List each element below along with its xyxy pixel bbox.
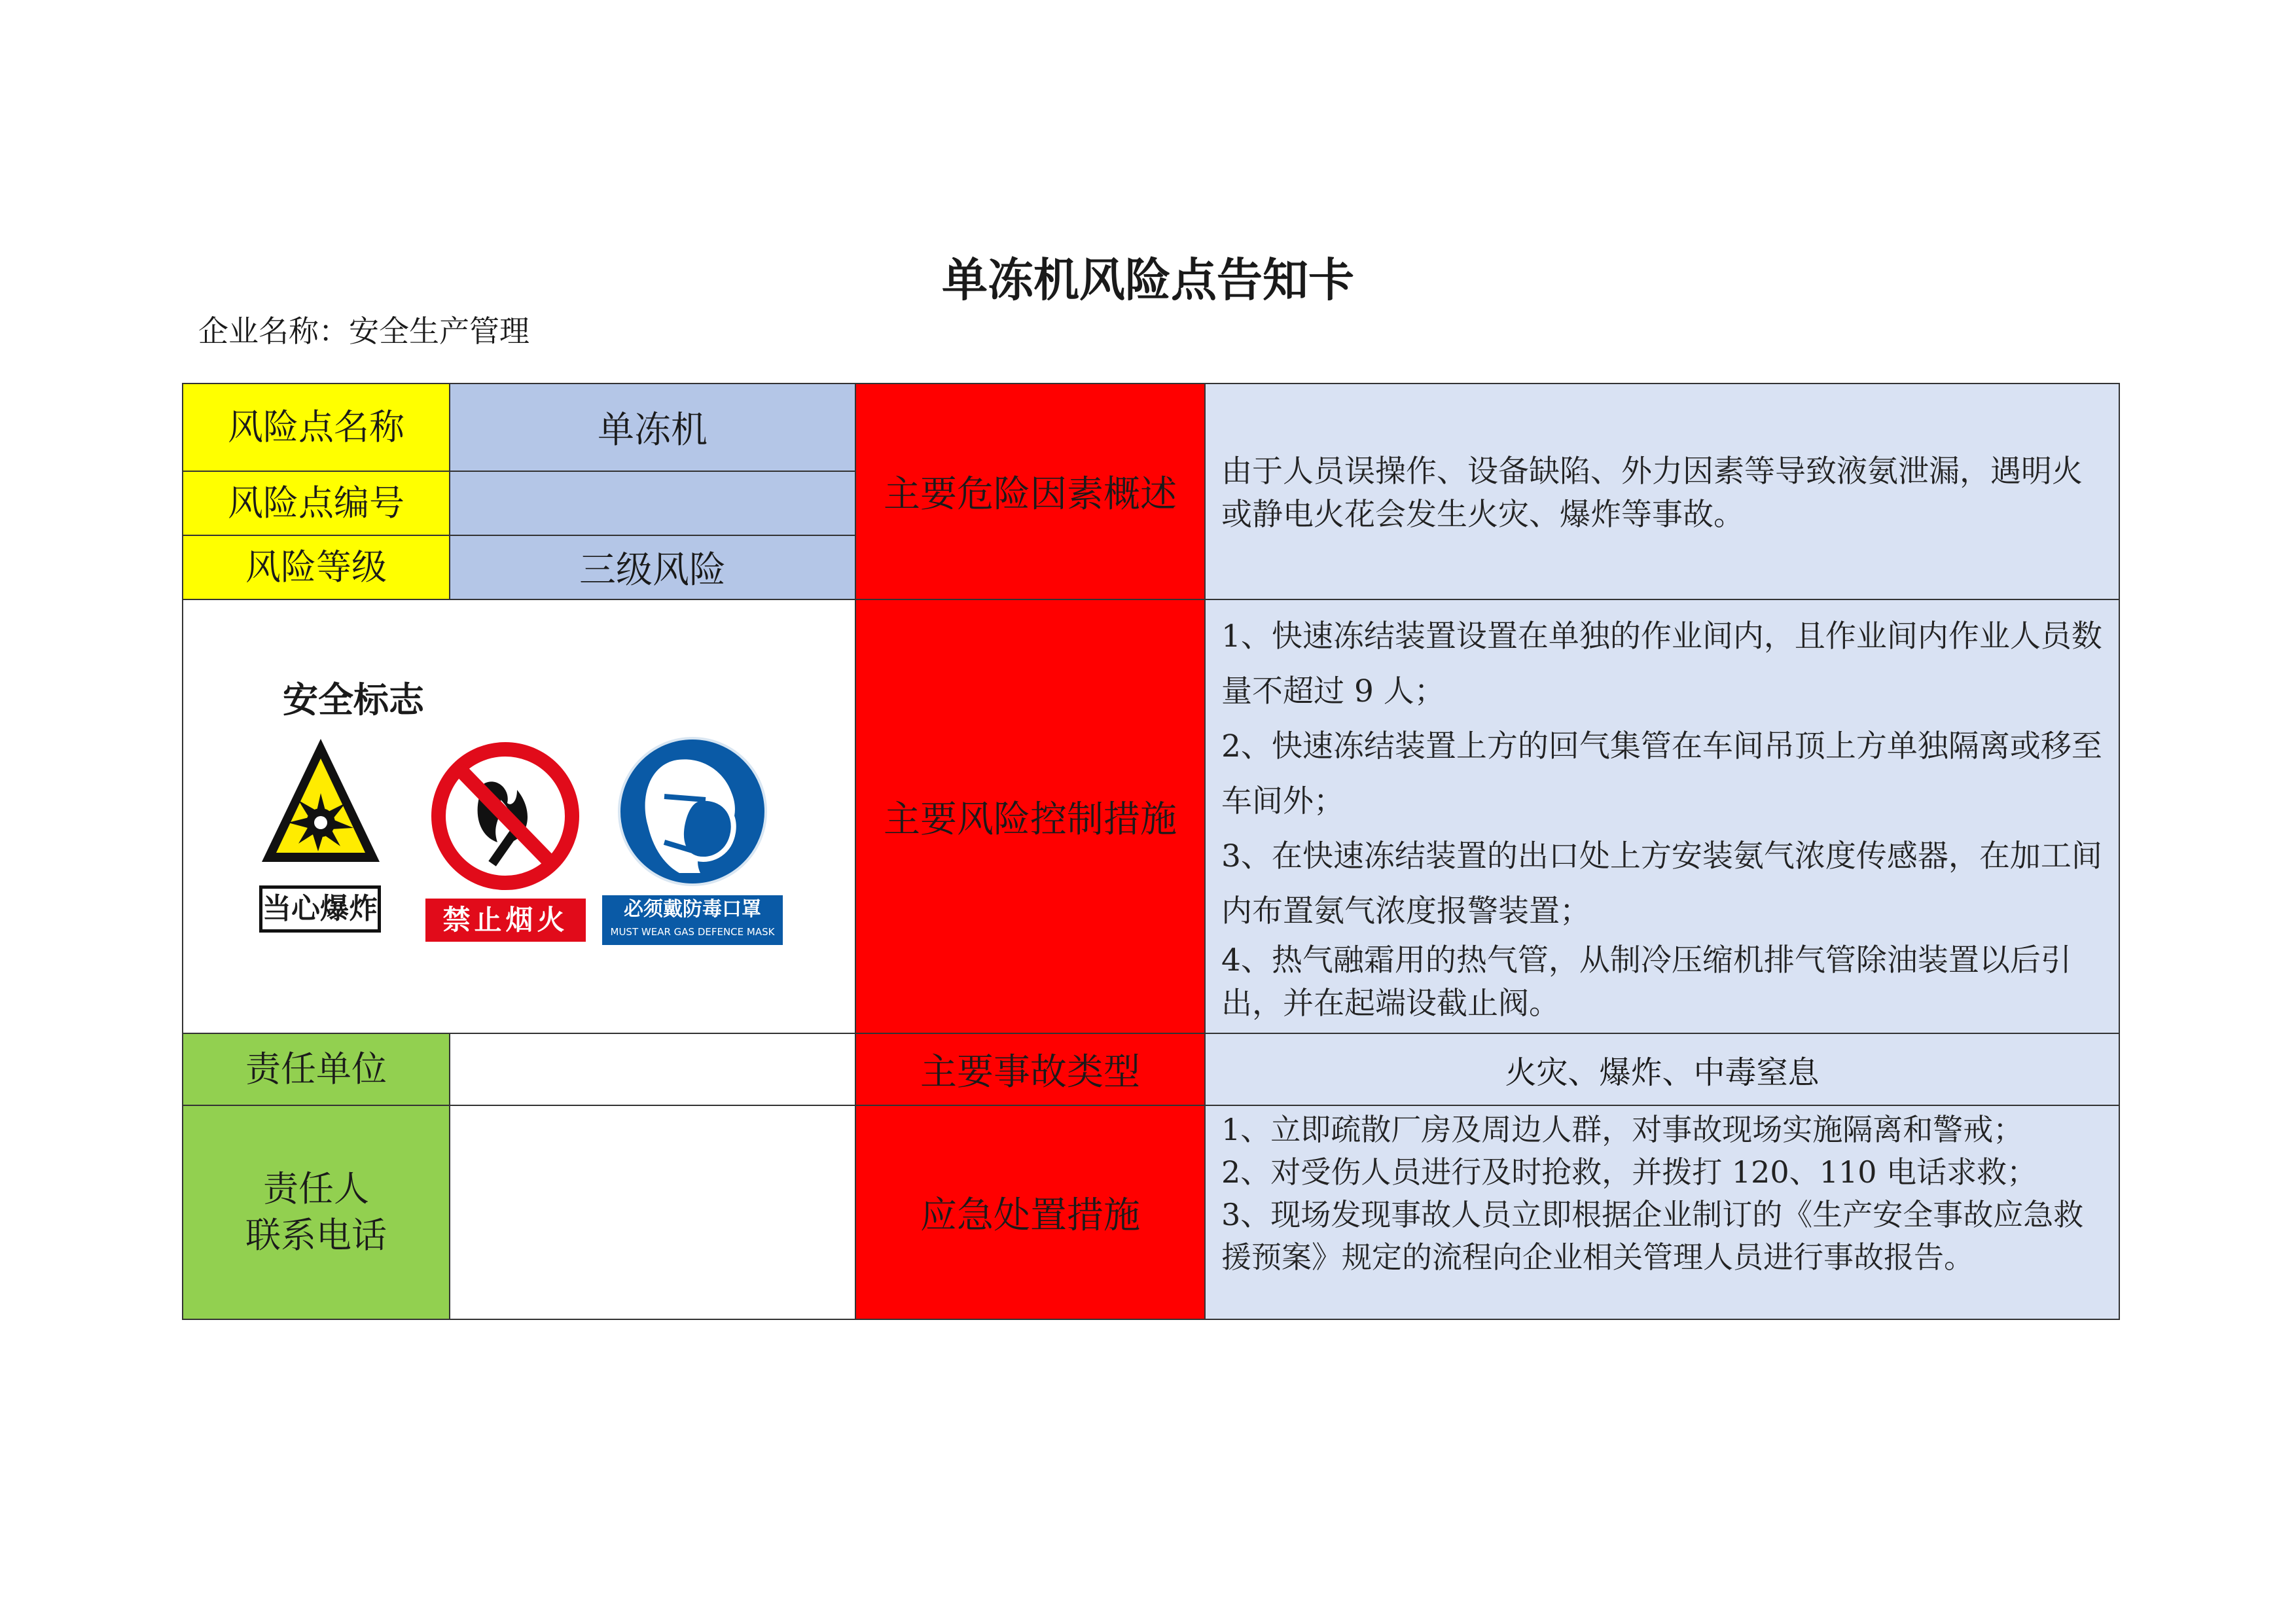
emergency-label: 应急处置措施 [855, 1105, 1206, 1320]
control-item-2: 2、快速冻结装置上方的回气集管在车间吊顶上方单独隔离或移至车间外； [1221, 728, 2102, 819]
gas-mask-icon [602, 734, 783, 891]
company-name: 企业名称：安全生产管理 [198, 313, 529, 349]
hazard-label: 主要危险因素概述 [855, 383, 1206, 600]
responsible-person-value [449, 1105, 856, 1320]
sign-explosion [255, 731, 386, 927]
explosion-warning-icon [255, 731, 386, 875]
responsible-person-label-line2: 联系电话 [245, 1214, 387, 1256]
responsible-person-label-line1: 责任人 [263, 1168, 369, 1210]
control-label: 主要风险控制措施 [855, 599, 1206, 1034]
risk-number-value [449, 471, 856, 536]
card-title: 单冻机风险点告知卡 [942, 253, 1354, 307]
sign-gas-mask-caption-en: MUST WEAR GAS DEFENCE MASK [610, 926, 775, 938]
hazard-cell [1204, 383, 2120, 600]
risk-level-label: 风险等级 [182, 535, 450, 600]
emergency-item-1: 1、立即疏散厂房及周边人群，对事故现场实施隔离和警戒； [1221, 1112, 2024, 1147]
sign-no-fire [425, 738, 586, 934]
no-fire-icon [425, 738, 586, 895]
sign-gas-mask [602, 734, 783, 937]
control-item-4: 4、热气融霜用的热气管，从制冷压缩机排气管除油装置以后引出，并在起端设截止阀。 [1221, 942, 2072, 1022]
accident-types-label: 主要事故类型 [855, 1033, 1206, 1106]
control-item-3: 3、在快速冻结装置的出口处上方安装氨气浓度传感器，在加工间内布置氨气浓度报警装置； [1221, 838, 2102, 929]
emergency-item-2: 2、对受伤人员进行及时抢救，并拨打 120、110 电话求救； [1221, 1154, 2037, 1190]
sign-no-fire-caption: 禁止烟火 [425, 899, 586, 942]
responsible-person-label [182, 1105, 450, 1320]
sign-explosion-caption: 当心爆炸 [259, 885, 381, 933]
risk-name-label: 风险点名称 [182, 383, 450, 472]
risk-level-value: 三级风险 [449, 535, 856, 600]
safety-signs-label: 安全标志 [283, 679, 424, 721]
risk-number-label: 风险点编号 [182, 471, 450, 536]
safety-signs-cell [182, 599, 856, 1034]
hazard-text: 由于人员误操作、设备缺陷、外力因素等导致液氨泄漏，遇明火或静电火花会发生火灾、爆炸等事故。 [1221, 454, 2083, 533]
emergency-cell [1204, 1105, 2120, 1320]
sign-gas-mask-caption: 必须戴防毒口罩 [624, 898, 761, 921]
control-item-1: 1、快速冻结装置设置在单独的作业间内，且作业间内作业人员数量不超过 9 人； [1221, 618, 2102, 709]
risk-name-value: 单冻机 [449, 383, 856, 472]
responsible-unit-label: 责任单位 [182, 1033, 450, 1106]
accident-types-value: 火灾、爆炸、中毒窒息 [1204, 1033, 2120, 1106]
sign-gas-mask-caption-box [602, 895, 783, 945]
responsible-unit-value [449, 1033, 856, 1106]
control-cell [1204, 599, 2120, 1034]
emergency-item-3: 3、现场发现事故人员立即根据企业制订的《生产安全事故应急救援预案》规定的流程向企业相关管理人员进行事故报告。 [1221, 1197, 2084, 1275]
